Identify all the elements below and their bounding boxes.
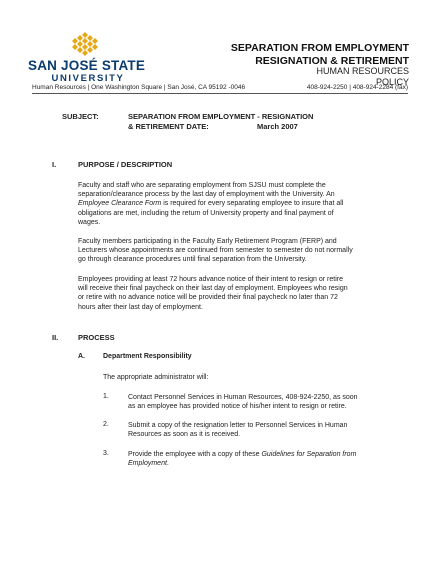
subject-date: March 2007 — [257, 122, 298, 131]
section-1-heading: PURPOSE / DESCRIPTION — [78, 160, 173, 169]
p1-line-3 — [78, 199, 388, 208]
clearance-form-term: Employee Clearance Form — [78, 200, 162, 208]
guidelines-title-italic-2: Employment — [128, 460, 167, 468]
subject-line-2: & RETIREMENT DATE: — [128, 122, 209, 131]
logo-wordmark: SAN JOSÉ STATE — [28, 58, 146, 73]
p2-line-1: Faculty members participating in the Faculty Early Retirement Program (FERP) and — [78, 238, 337, 245]
item-1-line-2: as an employee has provided notice of his/her intent to resign or retire. — [128, 403, 347, 411]
p1-line-1: Faculty and staff who are separating employment from SJSU must complete the — [78, 182, 326, 189]
purpose-paragraph-1 — [78, 181, 388, 227]
item-3-period: . — [166, 460, 169, 468]
logo-subtitle: UNIVERSITY — [51, 73, 125, 84]
p3-line-4: hours after their last day of employment. — [78, 303, 203, 311]
header-divider — [32, 93, 408, 94]
subject-label: SUBJECT: — [62, 112, 99, 121]
item-1-line-1: Contact Personnel Services in Human Resources, 408-924-2250, as soon — [128, 394, 358, 401]
sjsu-tower-mark-icon — [70, 32, 100, 56]
item-1-number: 1. — [103, 393, 109, 400]
p3-line-3: or retire with no advance notice will be provided their final paycheck no later than 72 — [78, 294, 338, 302]
section-1-number: I. — [52, 160, 57, 169]
phone-fax-text: 408-924-2250 | 408-924-2284 (fax) — [306, 84, 408, 91]
section-2-number: II. — [52, 333, 59, 342]
item-3-line-2 — [128, 459, 398, 468]
process-intro — [103, 373, 413, 382]
purpose-paragraph-2 — [78, 237, 388, 265]
item-1-text — [128, 393, 398, 411]
subject-line-1: SEPARATION FROM EMPLOYMENT - RESIGNATION — [128, 112, 314, 121]
section-2-heading: PROCESS — [78, 333, 115, 342]
purpose-paragraph-3 — [78, 275, 388, 312]
p1-line-2: separation/clearance process by the last day of employment with the University. An — [78, 191, 335, 199]
guidelines-title-italic: Guidelines for Separation from — [261, 451, 357, 458]
item-2-number: 2. — [103, 421, 109, 428]
p2-line-2: Lecturers whose appointments are continued from semester to semester do not normally — [78, 247, 353, 255]
title-line-1: SEPARATION FROM EMPLOYMENT — [230, 42, 409, 54]
item-3-number: 3. — [103, 450, 109, 457]
subsection-a-number: A. — [78, 353, 85, 360]
item-3-text — [128, 450, 398, 468]
address-text: Human Resources | One Washington Square | San José, CA 95192 -0046 — [32, 84, 246, 91]
item-2-text — [128, 421, 398, 439]
address-bar — [32, 84, 408, 91]
document-title — [231, 42, 409, 68]
p1-line-4: obligations are met, including the return of University property and final payment of — [78, 209, 334, 217]
item-2-line-2: Resources as soon as it is received. — [128, 431, 241, 439]
subsection-a-heading: Department Responsibility — [103, 353, 192, 360]
item-3-line-1 — [128, 450, 398, 459]
dept-line-2: POLICY — [375, 76, 409, 87]
p1-line-5: wages. — [78, 218, 101, 226]
item-3-plain: Provide the employee with a copy of these — [128, 451, 262, 458]
p1-line-3-rest: is required for every separating employee to insure that all — [161, 200, 344, 208]
p3-line-1: Employees providing at least 72 hours advance notice of their intent to resign or retire — [78, 276, 343, 283]
intro-line: The appropriate administrator will: — [103, 374, 209, 381]
item-2-line-1: Submit a copy of the resignation letter to Personnel Services in Human — [128, 422, 348, 429]
p2-line-3: go through clearance procedures until final separation from the University. — [78, 256, 307, 264]
p3-line-2: will receive their final paycheck on their last day of employment. Employees who resign — [78, 285, 348, 293]
title-line-2: RESIGNATION & RETIREMENT — [255, 55, 409, 67]
dept-line-1: HUMAN RESOURCES — [316, 66, 409, 76]
